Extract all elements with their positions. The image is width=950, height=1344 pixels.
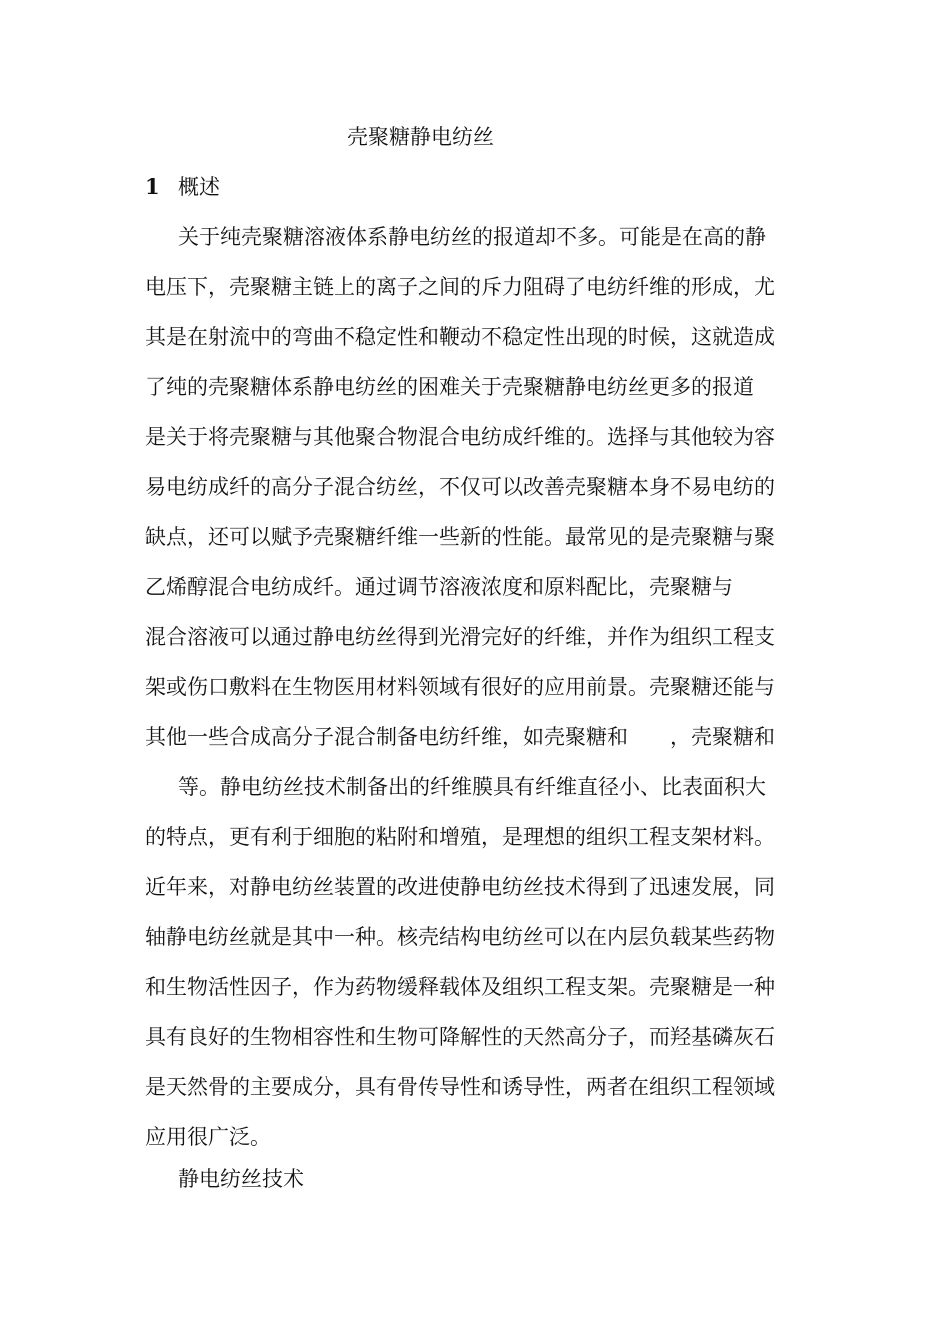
paragraph-line: 架或伤口敷料在生物医用材料领域有很好的应用前景。壳聚糖还能与: [145, 675, 775, 699]
paragraph-line: 轴静电纺丝就是其中一种。核壳结构电纺丝可以在内层负载某些药物: [145, 925, 775, 949]
section-number: 1: [145, 174, 160, 199]
paragraph-line: 应用很广泛。: [145, 1125, 271, 1149]
paragraph-line: 缺点，还可以赋予壳聚糖纤维一些新的性能。最常见的是壳聚糖与聚: [145, 525, 775, 549]
document-title: 壳聚糖静电纺丝: [347, 125, 494, 149]
paragraph-line: 关于纯壳聚糖溶液体系静电纺丝的报道却不多。可能是在高的静: [178, 225, 766, 249]
paragraph-line: 了纯的壳聚糖体系静电纺丝的困难关于壳聚糖静电纺丝更多的报道: [145, 375, 754, 399]
paragraph-line: 其是在射流中的弯曲不稳定性和鞭动不稳定性出现的时候，这就造成: [145, 325, 775, 349]
subsection-heading: 静电纺丝技术: [178, 1167, 304, 1191]
paragraph-line: 电压下，壳聚糖主链上的离子之间的斥力阻碍了电纺纤维的形成，尤: [145, 275, 775, 299]
paragraph-line: 和生物活性因子，作为药物缓释载体及组织工程支架。壳聚糖是一种: [145, 975, 775, 999]
paragraph-line: 是天然骨的主要成分，具有骨传导性和诱导性，两者在组织工程领域: [145, 1075, 775, 1099]
paragraph-line: 等。静电纺丝技术制备出的纤维膜具有纤维直径小、比表面积大: [157, 775, 766, 799]
section-title: 概述: [178, 175, 220, 199]
paragraph-line: 乙烯醇混合电纺成纤。通过调节溶液浓度和原料配比，壳聚糖与: [145, 575, 733, 599]
paragraph-line: 近年来，对静电纺丝装置的改进使静电纺丝技术得到了迅速发展，同: [145, 875, 775, 899]
paragraph-line: 易电纺成纤的高分子混合纺丝，不仅可以改善壳聚糖本身不易电纺的: [145, 475, 775, 499]
paragraph-line: 其他一些合成高分子混合制备电纺纤维，如壳聚糖和 ，壳聚糖和: [145, 725, 775, 749]
paragraph-line: 具有良好的生物相容性和生物可降解性的天然高分子，而羟基磷灰石: [145, 1025, 775, 1049]
paragraph-line: 是关于将壳聚糖与其他聚合物混合电纺成纤维的。选择与其他较为容: [145, 425, 775, 449]
paragraph-line: 混合溶液可以通过静电纺丝得到光滑完好的纤维，并作为组织工程支: [145, 625, 775, 649]
paragraph-line: 的特点，更有利于细胞的粘附和增殖，是理想的组织工程支架材料。: [145, 825, 775, 849]
section-heading: [145, 174, 220, 200]
